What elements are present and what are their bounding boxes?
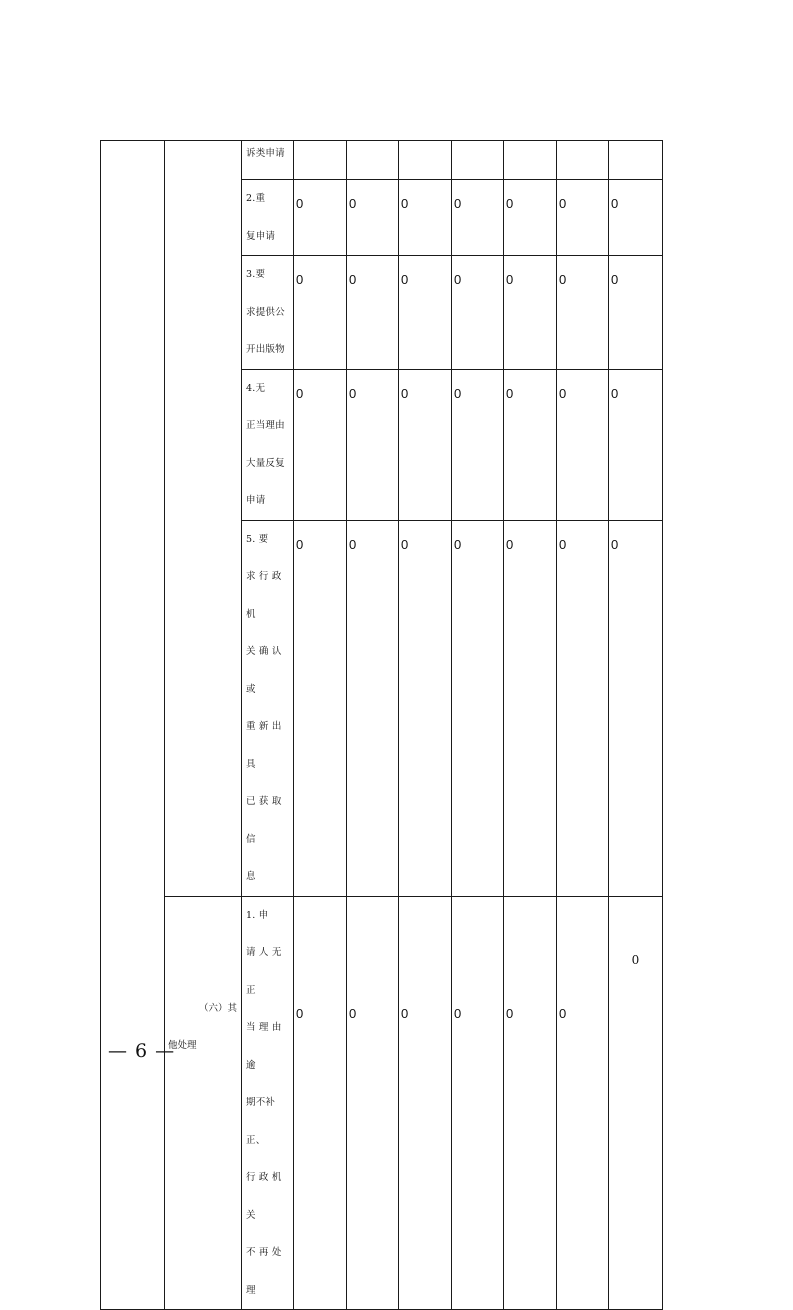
row-label: 4.无 正当理由 大量反复 申请 — [242, 369, 294, 520]
value-cell: 0 — [399, 256, 452, 370]
category-label-line2: 他处理 — [168, 1039, 197, 1051]
sub-category-cell — [165, 141, 242, 897]
value-cell: 0 — [452, 180, 504, 256]
value-cell: 0 — [609, 180, 663, 256]
value-cell: 0 — [399, 896, 452, 1310]
outer-category-cell — [101, 141, 165, 1310]
table-row — [101, 141, 663, 180]
value-cell: 0 — [294, 256, 347, 370]
value-cell: 0 — [347, 520, 399, 896]
value-cell: 0 — [557, 256, 609, 370]
value-cell — [504, 141, 557, 180]
value-cell: 0 — [452, 369, 504, 520]
value-cell: 0 — [609, 256, 663, 370]
value-cell: 0 — [557, 896, 609, 1310]
value-cell: 0 — [504, 520, 557, 896]
value-cell — [347, 141, 399, 180]
value-cell: 0 — [504, 180, 557, 256]
value-cell: 0 — [347, 369, 399, 520]
value-cell: 0 — [347, 180, 399, 256]
row-label: 5. 要 求 行 政 机 关 确 认 或 重 新 出 具 已 获 取 信 息 — [242, 520, 294, 896]
disclosure-stats-table — [100, 140, 663, 1310]
value-cell: 0 — [557, 520, 609, 896]
value-cell — [399, 141, 452, 180]
category-other-processing — [165, 896, 242, 1310]
value-cell — [294, 141, 347, 180]
value-cell: 0 — [399, 520, 452, 896]
value-cell: 0 — [294, 520, 347, 896]
value-cell — [452, 141, 504, 180]
row-label: 诉类申请 — [242, 141, 294, 180]
value-cell: 0 — [609, 369, 663, 520]
value-cell: 0 — [452, 256, 504, 370]
table-row — [101, 896, 663, 1310]
row-label: 3.要 求提供公 开出版物 — [242, 256, 294, 370]
value-cell: 0 — [294, 369, 347, 520]
value-cell: 0 — [347, 896, 399, 1310]
value-cell: 0 — [294, 180, 347, 256]
page-number: — 6 — — [108, 1040, 176, 1062]
value-cell: 0 — [504, 369, 557, 520]
value-cell: 0 — [609, 520, 663, 896]
value-cell: 0 — [347, 256, 399, 370]
value-cell: 0 — [504, 896, 557, 1310]
value-cell: 0 — [557, 180, 609, 256]
value-cell: 0 — [609, 896, 663, 1310]
value-cell — [609, 141, 663, 180]
value-cell: 0 — [504, 256, 557, 370]
value-cell — [557, 141, 609, 180]
value-cell: 0 — [399, 369, 452, 520]
category-label-line1: （六）其 — [198, 1002, 237, 1014]
row-label: 2.重 复申请 — [242, 180, 294, 256]
row-label: 1. 申 请 人 无 正 当 理 由 逾 期不补正、 行 政 机 关 不 再 处 理 — [242, 896, 294, 1310]
value-cell: 0 — [452, 520, 504, 896]
value-cell: 0 — [294, 896, 347, 1310]
value-cell: 0 — [399, 180, 452, 256]
value-cell: 0 — [452, 896, 504, 1310]
value-cell: 0 — [557, 369, 609, 520]
